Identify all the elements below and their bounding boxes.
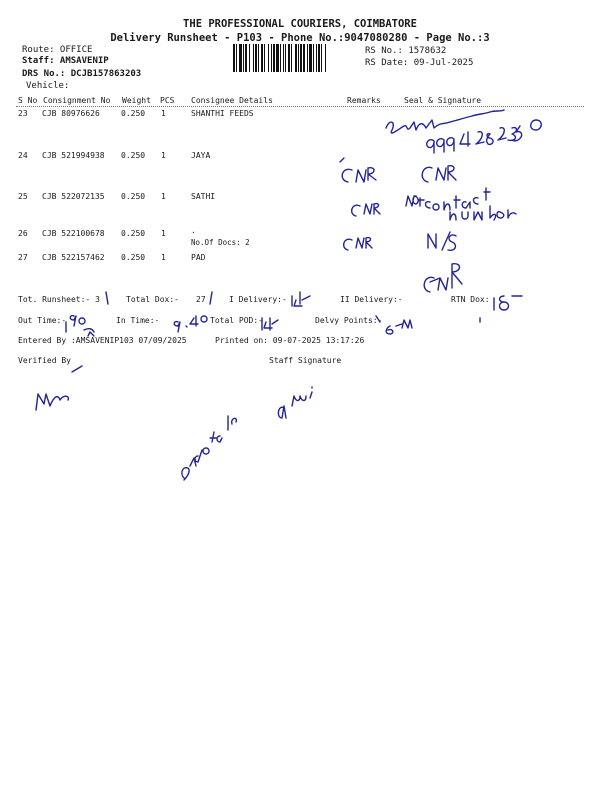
row-consignment: CJB 522157462 bbox=[42, 253, 105, 262]
row-weight: 0.250 bbox=[121, 109, 146, 118]
row-consignee: SATHI bbox=[191, 192, 216, 201]
entered-by: Entered By :AMSAVENIP103 07/09/2025 bbox=[18, 336, 187, 345]
i-delivery-value bbox=[292, 292, 310, 306]
company-name: THE PROFESSIONAL COURIERS, COIMBATORE bbox=[183, 18, 417, 30]
rs-date: RS Date: 09-Jul-2025 bbox=[365, 58, 474, 68]
row26-remark bbox=[344, 238, 372, 250]
staff-label: Staff: AMSAVENIP bbox=[22, 56, 109, 66]
col-consignment: Consignment No bbox=[43, 96, 111, 105]
col-consignee: Consignee Details bbox=[191, 96, 273, 105]
row-pcs: 1 bbox=[161, 192, 166, 201]
rs-number: RS No.: 1578632 bbox=[365, 46, 447, 56]
row27-seal bbox=[424, 264, 462, 292]
row-sno: 25 bbox=[18, 192, 28, 201]
out-time-value bbox=[66, 316, 94, 336]
row-sno: 27 bbox=[18, 253, 28, 262]
row26-seal bbox=[428, 232, 456, 250]
row-note: No.Of Docs: 2 bbox=[191, 238, 250, 247]
row-pcs: 1 bbox=[161, 229, 166, 238]
rtn-dox-label: RTN Dox: bbox=[451, 295, 490, 304]
row23-signature bbox=[386, 110, 504, 133]
total-pod-label: Total POD:- bbox=[210, 316, 263, 325]
ii-delivery-label: II Delivery:- bbox=[340, 295, 403, 304]
row-pcs: 1 bbox=[161, 151, 166, 160]
row-pcs: 1 bbox=[161, 253, 166, 262]
row-consignment: CJB 80976626 bbox=[42, 109, 100, 118]
col-seal-signature: Seal & Signature bbox=[404, 96, 482, 105]
row-consignee: PAD bbox=[191, 253, 206, 262]
row24-remark bbox=[340, 158, 376, 182]
row-consignee: . bbox=[191, 226, 196, 235]
row-consignee: JAYA bbox=[191, 151, 211, 160]
total-dox-value: 27 bbox=[196, 295, 206, 304]
row-weight: 0.250 bbox=[121, 151, 146, 160]
staff-signature-label: Staff Signature bbox=[269, 356, 342, 365]
header-divider bbox=[16, 106, 584, 107]
printed-on: Printed on: 09-07-2025 13:17:26 bbox=[215, 336, 365, 345]
row23-phone bbox=[427, 120, 542, 153]
col-pcs: PCS bbox=[160, 96, 175, 105]
row-sno: 23 bbox=[18, 109, 28, 118]
row-weight: 0.250 bbox=[121, 192, 146, 201]
row-consignment: CJB 522100678 bbox=[42, 229, 105, 238]
row-consignment: CJB 521994938 bbox=[42, 151, 105, 160]
delvy-points-value bbox=[376, 316, 480, 334]
total-dox-label: Total Dox:- bbox=[126, 295, 179, 304]
updated-note bbox=[182, 387, 312, 480]
in-time-label: In Time:- bbox=[116, 316, 160, 325]
verified-signature bbox=[36, 366, 82, 410]
row-sno: 24 bbox=[18, 151, 28, 160]
verified-by-label: Verified By bbox=[18, 356, 71, 365]
col-weight: Weight bbox=[122, 96, 151, 105]
total-pod-value bbox=[262, 318, 278, 330]
row-consignee: SHANTHI FEEDS bbox=[191, 109, 254, 118]
row25-seal bbox=[406, 188, 516, 220]
delvy-points-label: Delvy Points:- bbox=[315, 316, 383, 325]
row25-remark bbox=[352, 204, 380, 216]
route-label: Route: OFFICE bbox=[22, 45, 93, 55]
row-weight: 0.250 bbox=[121, 253, 146, 262]
row-consignment: CJB 522072135 bbox=[42, 192, 105, 201]
row-pcs: 1 bbox=[161, 109, 166, 118]
i-delivery-label: I Delivery:- bbox=[229, 295, 287, 304]
tot-runsheet: Tot. Runsheet:- 3 bbox=[18, 295, 100, 304]
row24-seal bbox=[422, 166, 456, 182]
rtn-dox-value bbox=[494, 296, 522, 310]
vehicle-label: Vehicle: bbox=[26, 81, 70, 91]
row-sno: 26 bbox=[18, 229, 28, 238]
col-sno: S No bbox=[18, 96, 38, 105]
out-time-label: Out Time:- bbox=[18, 316, 67, 325]
runsheet-title: Delivery Runsheet - P103 - Phone No.:9047080280 - Page No.:3 bbox=[110, 32, 490, 44]
in-time-value bbox=[174, 316, 207, 332]
col-remarks: Remarks bbox=[347, 96, 381, 105]
drs-number: DRS No.: DCJB157863203 bbox=[22, 69, 142, 79]
row-weight: 0.250 bbox=[121, 229, 146, 238]
barcode bbox=[233, 44, 361, 72]
